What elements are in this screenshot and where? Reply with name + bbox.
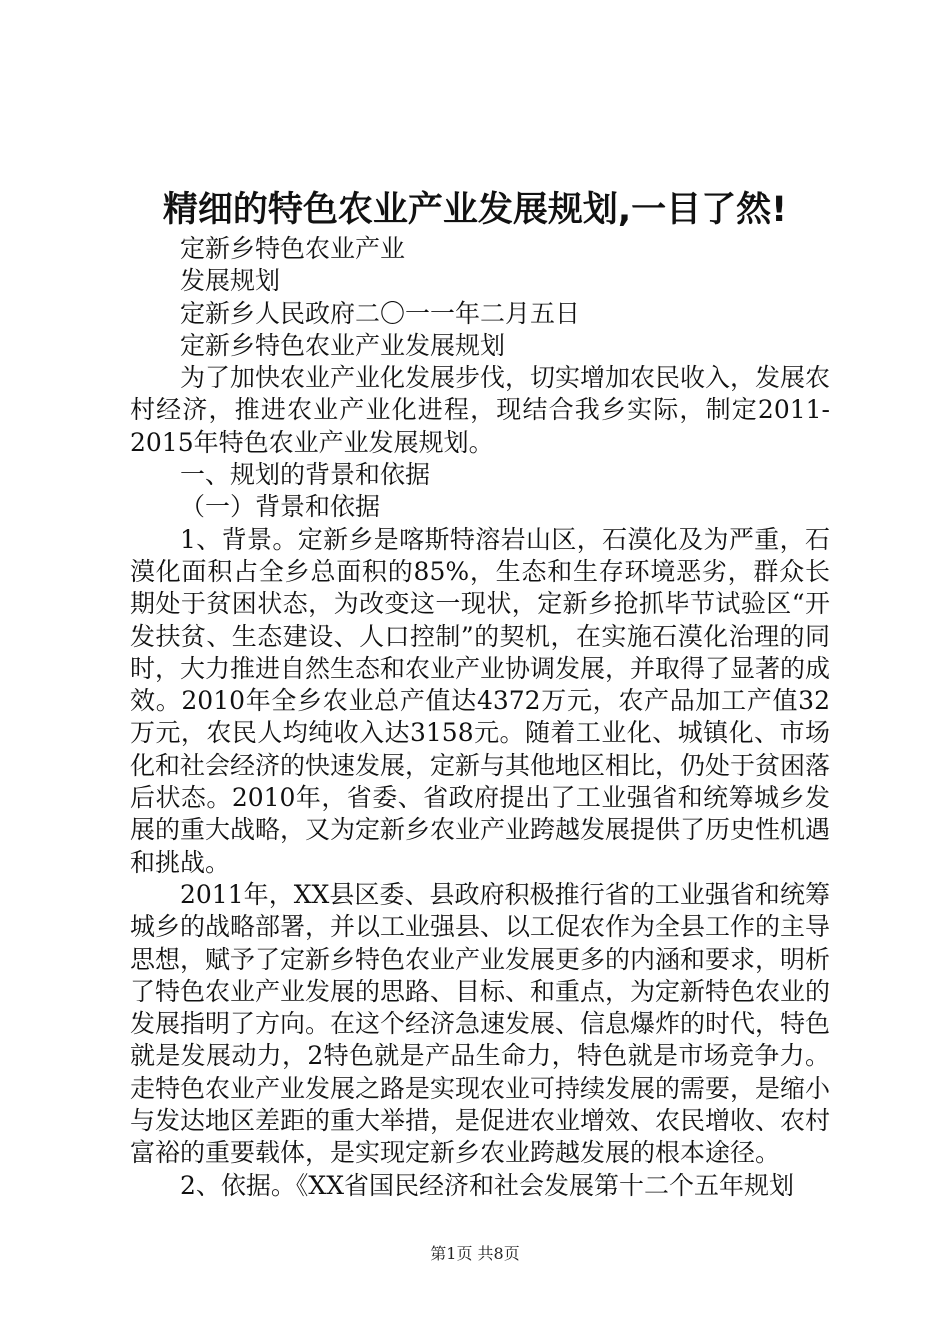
paragraph-plan-heading: 定新乡特色农业产业发展规划 [180,330,506,360]
paragraph-background: 1、背景。定新乡是喀斯特溶岩山区，石漠化及为严重，石漠化面积占全乡总面积的85%，生态和生存环境恶劣，群众长期处于贫困状态，为改变这一现状，定新乡抢抓毕节试验区“开发扶贫、生态建设、人口控制”的契机，在实施石漠化治理的同时，大力推进自然生态和农业产业协调发展，并取得了显著的成效。2010年全乡农业总产值达4372万元，农产品加工产值32万元，农民人均纯收入达3158元。随着工业化、城镇化、市场化和社会经济的快速发展，定新与其他地区相比，仍处于贫困落后状态。2010年，省委、省政府提出了工业强省和统筹城乡发展的重大战略，又为定新乡农业产业跨越发展提供了历史性机遇和挑战。 [130,524,831,877]
page-footer: 第1页 共8页 [430,1244,520,1263]
subsection-heading-1: （一）背景和依据 [180,492,381,522]
document-title: 精细的特色农业产业发展规划,一目了然! [162,190,788,230]
paragraph-2011-strategy: 2011年，XX县区委、县政府积极推行省的工业强省和统筹城乡的战略部署，并以工业强县、以工促农作为全县工作的主导思想，赋予了定新乡特色农业产业发展更多的内涵和要求，明析了特色农业产业发展的思路、目标、和重点，为定新特色农业的发展指明了方向。在这个经济急速发展、信息爆炸的时代，特色就是发展动力，2特色就是产品生命力，特色就是市场竞争力。走特色农业产业发展之路是实现农业可持续发展的需要，是缩小与发达地区差距的重大举措，是促进农业增效、农民增收、农村富裕的重要载体，是实现定新乡农业跨越发展的根本途径。 [130,879,831,1168]
document-body [130,233,830,1202]
section-heading-1: 一、规划的背景和依据 [180,460,431,490]
paragraph-issuer-date: 定新乡人民政府二〇一一年二月五日 [180,298,581,328]
paragraph-subtitle-line-1: 定新乡特色农业产业 [180,234,406,263]
paragraph-subtitle-line-2: 发展规划 [180,266,281,296]
paragraph-basis: 2、依据。《XX省国民经济和社会发展第十二个五年规划 [180,1170,795,1200]
paragraph-intro: 为了加快农业产业化发展步伐，切实增加农民收入，发展农村经济，推进农业产业化进程，现结合我乡实际，制定2011-2015年特色农业产业发展规划。 [130,363,831,457]
